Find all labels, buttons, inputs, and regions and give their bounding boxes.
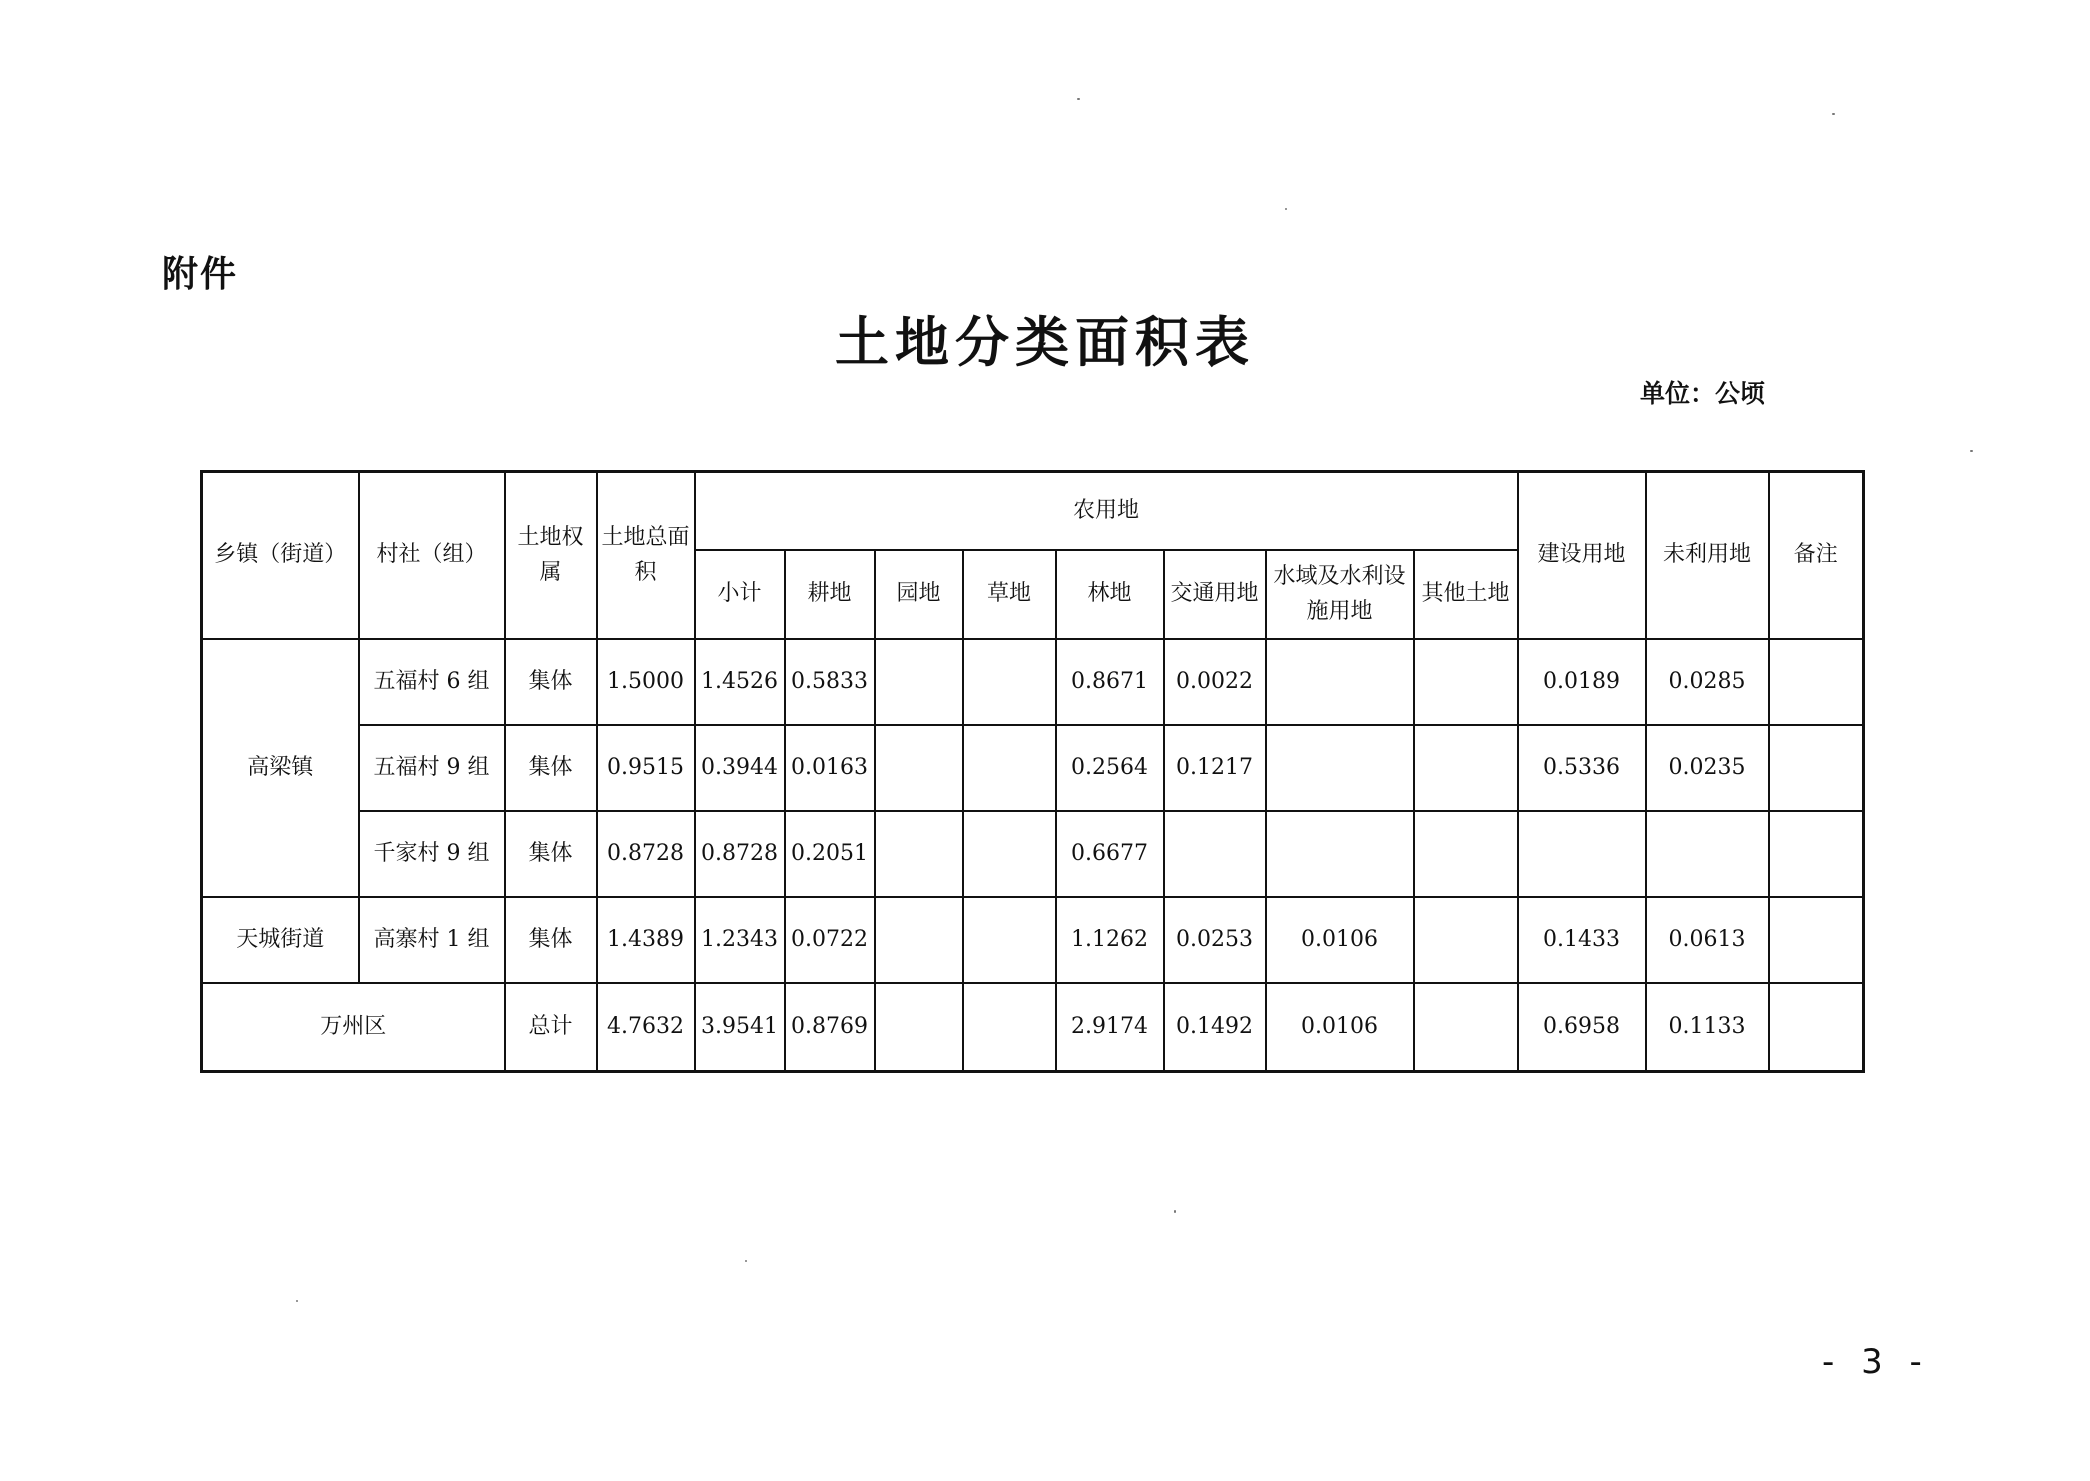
- cell-remarks: [1769, 811, 1864, 897]
- cell-garden: [875, 725, 963, 811]
- cell-cultivated: 0.8769: [785, 983, 875, 1072]
- header-other-land: 其他土地: [1414, 550, 1518, 639]
- cell-ownership: 集体: [505, 639, 597, 725]
- cell-unused: 0.0285: [1646, 639, 1769, 725]
- cell-garden: [875, 811, 963, 897]
- table-header-row: [202, 472, 1864, 551]
- cell-cultivated: 0.0722: [785, 897, 875, 983]
- header-ownership: 土地权属: [505, 472, 597, 640]
- header-village: 村社（组）: [359, 472, 505, 640]
- cell-water: [1266, 725, 1414, 811]
- cell-transport: 0.0022: [1164, 639, 1266, 725]
- header-township: 乡镇（街道）: [202, 472, 359, 640]
- cell-subtotal: 1.2343: [695, 897, 785, 983]
- cell-ownership: 集体: [505, 897, 597, 983]
- cell-construction: 0.6958: [1518, 983, 1646, 1072]
- page-title: 土地分类面积表: [835, 311, 1255, 374]
- cell-grassland: [963, 983, 1056, 1072]
- scan-speck: [1970, 450, 1973, 452]
- cell-township: 天城街道: [202, 897, 359, 983]
- cell-construction: 0.0189: [1518, 639, 1646, 725]
- cell-other-land: [1414, 983, 1518, 1072]
- cell-ownership: 集体: [505, 811, 597, 897]
- cell-cultivated: 0.0163: [785, 725, 875, 811]
- cell-ownership: 集体: [505, 725, 597, 811]
- cell-grassland: [963, 897, 1056, 983]
- table-row: [202, 811, 1864, 897]
- cell-other-land: [1414, 725, 1518, 811]
- cell-garden: [875, 639, 963, 725]
- cell-subtotal: 1.4526: [695, 639, 785, 725]
- header-transport: 交通用地: [1164, 550, 1266, 639]
- cell-forest: 2.9174: [1056, 983, 1164, 1072]
- cell-transport: 0.1217: [1164, 725, 1266, 811]
- scan-speck: [1285, 208, 1287, 210]
- cell-construction: 0.5336: [1518, 725, 1646, 811]
- cell-subtotal: 0.3944: [695, 725, 785, 811]
- attachment-label: 附件: [162, 254, 239, 295]
- cell-transport: 0.1492: [1164, 983, 1266, 1072]
- cell-forest: 1.1262: [1056, 897, 1164, 983]
- cell-total-area: 1.5000: [597, 639, 695, 725]
- unit-label: 单位：公顷: [1640, 379, 1766, 408]
- cell-village: 五福村 6 组: [359, 639, 505, 725]
- cell-unused: 0.0613: [1646, 897, 1769, 983]
- cell-grassland: [963, 725, 1056, 811]
- header-forest: 林地: [1056, 550, 1164, 639]
- cell-forest: 0.8671: [1056, 639, 1164, 725]
- header-remarks: 备注: [1769, 472, 1864, 640]
- cell-township: 高梁镇: [202, 639, 359, 897]
- cell-total-label: 总计: [505, 983, 597, 1072]
- cell-remarks: [1769, 725, 1864, 811]
- cell-village: 五福村 9 组: [359, 725, 505, 811]
- table-total-row: [202, 983, 1864, 1072]
- cell-water: 0.0106: [1266, 897, 1414, 983]
- header-subtotal: 小计: [695, 550, 785, 639]
- cell-total-area: 4.7632: [597, 983, 695, 1072]
- scan-speck: [745, 1260, 747, 1262]
- cell-forest: 0.2564: [1056, 725, 1164, 811]
- cell-remarks: [1769, 897, 1864, 983]
- scan-speck: [1077, 98, 1080, 100]
- cell-water: [1266, 811, 1414, 897]
- scan-speck: [296, 1300, 298, 1302]
- cell-transport: [1164, 811, 1266, 897]
- table-row: [202, 897, 1864, 983]
- cell-other-land: [1414, 639, 1518, 725]
- header-garden: 园地: [875, 550, 963, 639]
- header-grassland: 草地: [963, 550, 1056, 639]
- cell-other-land: [1414, 811, 1518, 897]
- land-classification-table: [200, 470, 1865, 1073]
- cell-subtotal: 0.8728: [695, 811, 785, 897]
- cell-remarks: [1769, 983, 1864, 1072]
- cell-village: 高寨村 1 组: [359, 897, 505, 983]
- cell-village: 千家村 9 组: [359, 811, 505, 897]
- cell-construction: 0.1433: [1518, 897, 1646, 983]
- cell-water: [1266, 639, 1414, 725]
- cell-garden: [875, 897, 963, 983]
- cell-grassland: [963, 639, 1056, 725]
- header-construction: 建设用地: [1518, 472, 1646, 640]
- scan-speck: [1174, 1210, 1176, 1213]
- cell-unused: 0.1133: [1646, 983, 1769, 1072]
- table-row: [202, 639, 1864, 725]
- cell-grassland: [963, 811, 1056, 897]
- cell-unused: 0.0235: [1646, 725, 1769, 811]
- cell-forest: 0.6677: [1056, 811, 1164, 897]
- cell-total-area: 1.4389: [597, 897, 695, 983]
- header-total-area: 土地总面积: [597, 472, 695, 640]
- cell-district: 万州区: [202, 983, 505, 1072]
- header-unused: 未利用地: [1646, 472, 1769, 640]
- cell-other-land: [1414, 897, 1518, 983]
- page-number: - 3 -: [1822, 1342, 1930, 1382]
- header-agricultural: 农用地: [695, 472, 1518, 551]
- header-cultivated: 耕地: [785, 550, 875, 639]
- cell-water: 0.0106: [1266, 983, 1414, 1072]
- cell-cultivated: 0.5833: [785, 639, 875, 725]
- cell-total-area: 0.8728: [597, 811, 695, 897]
- cell-cultivated: 0.2051: [785, 811, 875, 897]
- cell-transport: 0.0253: [1164, 897, 1266, 983]
- cell-total-area: 0.9515: [597, 725, 695, 811]
- cell-subtotal: 3.9541: [695, 983, 785, 1072]
- cell-construction: [1518, 811, 1646, 897]
- cell-unused: [1646, 811, 1769, 897]
- cell-garden: [875, 983, 963, 1072]
- header-water: 水域及水利设施用地: [1266, 550, 1414, 639]
- table-row: [202, 725, 1864, 811]
- scan-speck: [1832, 113, 1835, 115]
- cell-remarks: [1769, 639, 1864, 725]
